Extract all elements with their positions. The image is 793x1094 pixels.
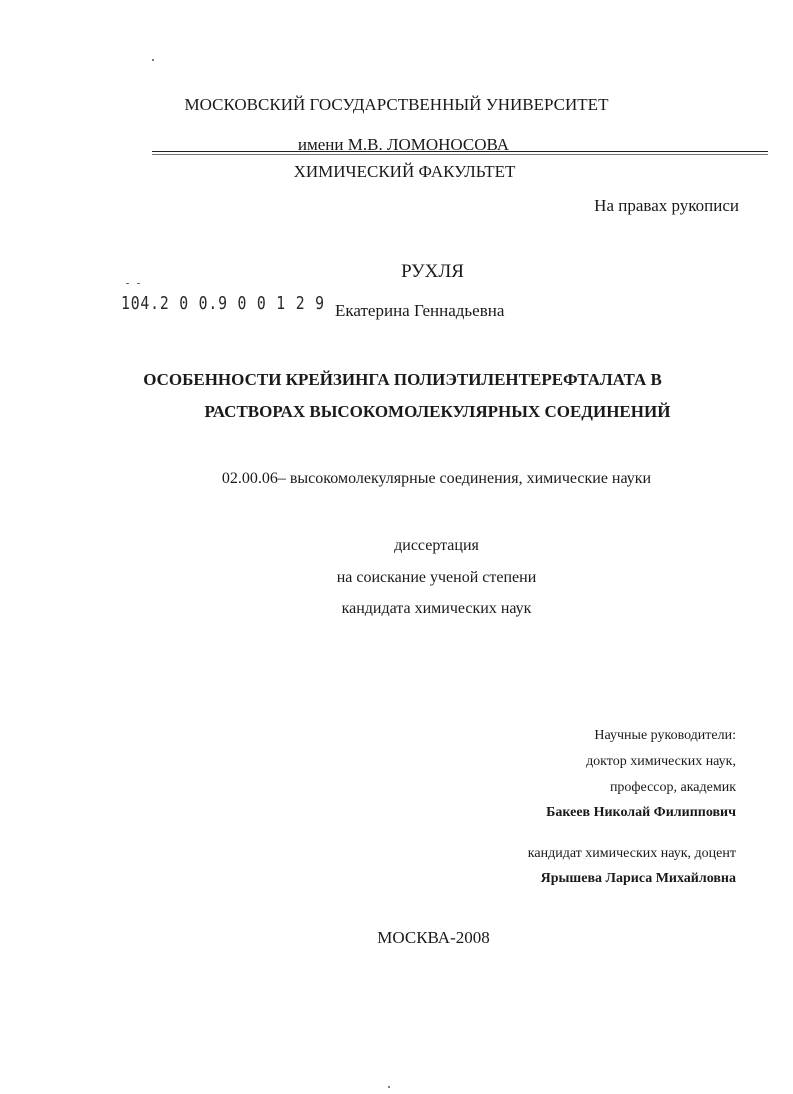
supervisor-1-position: профессор, академик (609, 780, 736, 795)
degree-line-3: кандидата химических наук (341, 600, 532, 617)
university-named-after: имени М.В. ЛОМОНОСОВА (297, 135, 510, 154)
degree-line-2: на соискание ученой степени (336, 569, 537, 586)
author-surname: РУХЛЯ (401, 261, 464, 282)
supervisor-1-name: Бакеев Николай Филиппович (546, 805, 736, 820)
title-line-2: РАСТВОРАХ ВЫСОКОМОЛЕКУЛЯРНЫХ СОЕДИНЕНИЙ (204, 402, 671, 421)
header-rule-secondary (152, 154, 768, 155)
author-given-names: Екатерина Геннадьевна (335, 301, 505, 320)
specialty: 02.00.06– высокомолекулярные соединения, химические науки (221, 470, 652, 487)
supervisors-heading: Научные руководители: (594, 728, 736, 743)
manuscript-note: На правах рукописи (594, 196, 739, 215)
supervisor-1-degree: доктор химических наук, (586, 754, 736, 769)
header-rule (152, 151, 768, 152)
degree-line-1: диссертация (394, 537, 479, 554)
faculty-name: ХИМИЧЕСКИЙ ФАКУЛЬТЕТ (293, 162, 516, 181)
supervisor-2-degree: кандидат химических наук, доцент (527, 846, 736, 861)
place-and-year: МОСКВА-2008 (377, 928, 490, 947)
library-stamp-number: 104.2 0 0.9 0 0 1 2 9 (121, 293, 325, 314)
scan-speck (388, 1086, 390, 1088)
scan-speck (126, 283, 129, 284)
scan-speck (137, 283, 140, 284)
scan-speck (152, 59, 154, 61)
title-line-1: ОСОБЕННОСТИ КРЕЙЗИНГА ПОЛИЭТИЛЕНТЕРЕФТАЛАТА В (143, 370, 662, 389)
university-name: МОСКОВСКИЙ ГОСУДАРСТВЕННЫЙ УНИВЕРСИТЕТ (184, 95, 609, 114)
supervisor-2-name: Ярышева Лариса Михайловна (540, 871, 736, 886)
